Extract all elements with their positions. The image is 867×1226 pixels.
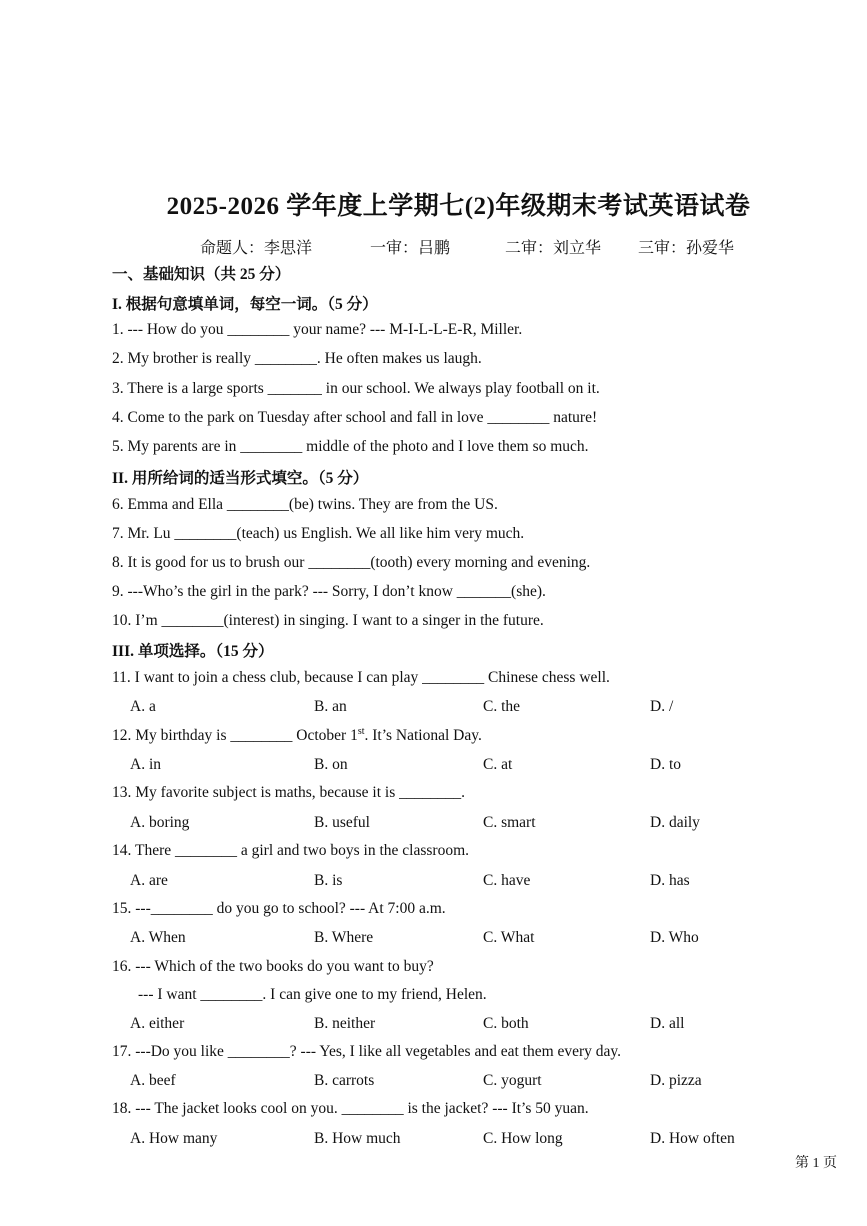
- question-5: 5. My parents are in ________ middle of the photo and I love them so much.: [112, 438, 589, 455]
- q13-option-b: B. useful: [314, 814, 370, 831]
- q11-option-d: D. /: [650, 698, 674, 715]
- q17-option-d: D. pizza: [650, 1072, 702, 1089]
- q12-option-d: D. to: [650, 756, 681, 773]
- q15-option-b: B. Where: [314, 929, 374, 946]
- q14-option-b: B. is: [314, 872, 343, 889]
- section-3-heading: III. 单项选择。（15 分）: [112, 643, 274, 660]
- q12-option-b: B. on: [314, 756, 348, 773]
- question-16: 16. --- Which of the two books do you want to buy?: [112, 958, 434, 975]
- question-11: 11. I want to join a chess club, because I can play ________ Chinese chess well.: [112, 669, 610, 686]
- question-16-answer-line: --- I want ________. I can give one to my friend, Helen.: [138, 986, 487, 1003]
- q14-option-a: A. are: [130, 872, 168, 889]
- review-3: 三审：孙爱华: [638, 240, 735, 257]
- question-10: 10. I’m ________(interest) in singing. I want to a singer in the future.: [112, 612, 544, 629]
- section-1-heading: I. 根据句意填单词，每空一词。（5 分）: [112, 296, 378, 313]
- q16-option-a: A. either: [130, 1015, 185, 1032]
- question-18: 18. --- The jacket looks cool on you. ________ is the jacket? --- It’s 50 yuan.: [112, 1100, 589, 1117]
- question-8: 8. It is good for us to brush our ________(tooth) every morning and evening.: [112, 554, 591, 571]
- question-14: 14. There ________ a girl and two boys in the classroom.: [112, 842, 470, 859]
- q11-option-a: A. a: [130, 698, 156, 715]
- question-12: 12. My birthday is ________ October 1st. It’s National Day.: [112, 726, 482, 745]
- q16-option-d: D. all: [650, 1015, 685, 1032]
- question-9: 9. ---Who’s the girl in the park? --- Sorry, I don’t know _______(she).: [112, 583, 546, 600]
- q13-option-c: C. smart: [483, 814, 536, 831]
- question-13: 13. My favorite subject is maths, because it is ________.: [112, 784, 465, 801]
- q11-option-c: C. the: [483, 698, 521, 715]
- q15-option-d: D. Who: [650, 929, 699, 946]
- q16-option-c: C. both: [483, 1015, 529, 1032]
- exam-meta: [200, 235, 734, 258]
- q15-option-c: C. What: [483, 929, 535, 946]
- review-1: 一审：吕鹏: [370, 240, 451, 257]
- q17-option-a: A. beef: [130, 1072, 176, 1089]
- question-15: 15. ---________ do you go to school? --- At 7:00 a.m.: [112, 900, 446, 917]
- part-heading: 一、基础知识（共 25 分）: [112, 266, 291, 283]
- question-17: 17. ---Do you like ________? --- Yes, I like all vegetables and eat them every day.: [112, 1043, 622, 1060]
- q18-option-a: A. How many: [130, 1130, 218, 1147]
- q13-option-a: A. boring: [130, 814, 190, 831]
- q18-option-b: B. How much: [314, 1130, 401, 1147]
- q18-option-c: C. How long: [483, 1130, 563, 1147]
- question-2: 2. My brother is really ________. He often makes us laugh.: [112, 350, 482, 367]
- author: 命题人：李思洋: [200, 240, 313, 257]
- q11-option-b: B. an: [314, 698, 347, 715]
- review-2: 二审：刘立华: [505, 240, 602, 257]
- q16-option-b: B. neither: [314, 1015, 376, 1032]
- page-number: 第 1 页: [795, 1156, 837, 1171]
- q17-option-b: B. carrots: [314, 1072, 375, 1089]
- question-1: 1. --- How do you ________ your name? --- M-I-L-L-E-R, Miller.: [112, 321, 523, 338]
- question-4: 4. Come to the park on Tuesday after school and fall in love ________ nature!: [112, 409, 598, 426]
- question-7: 7. Mr. Lu ________(teach) us English. We all like him very much.: [112, 525, 525, 542]
- section-2-heading: II. 用所给词的适当形式填空。（5 分）: [112, 470, 369, 487]
- q12-option-c: C. at: [483, 756, 513, 773]
- q14-option-d: D. has: [650, 872, 690, 889]
- question-3: 3. There is a large sports _______ in our school. We always play football on it.: [112, 380, 600, 397]
- q15-option-a: A. When: [130, 929, 186, 946]
- q13-option-d: D. daily: [650, 814, 700, 831]
- exam-title: 2025-2026 学年度上学期七(2)年级期末考试英语试卷: [166, 193, 751, 220]
- q14-option-c: C. have: [483, 872, 531, 889]
- question-6: 6. Emma and Ella ________(be) twins. They are from the US.: [112, 496, 498, 513]
- q18-option-d: D. How often: [650, 1130, 735, 1147]
- q17-option-c: C. yogurt: [483, 1072, 542, 1089]
- q12-option-a: A. in: [130, 756, 161, 773]
